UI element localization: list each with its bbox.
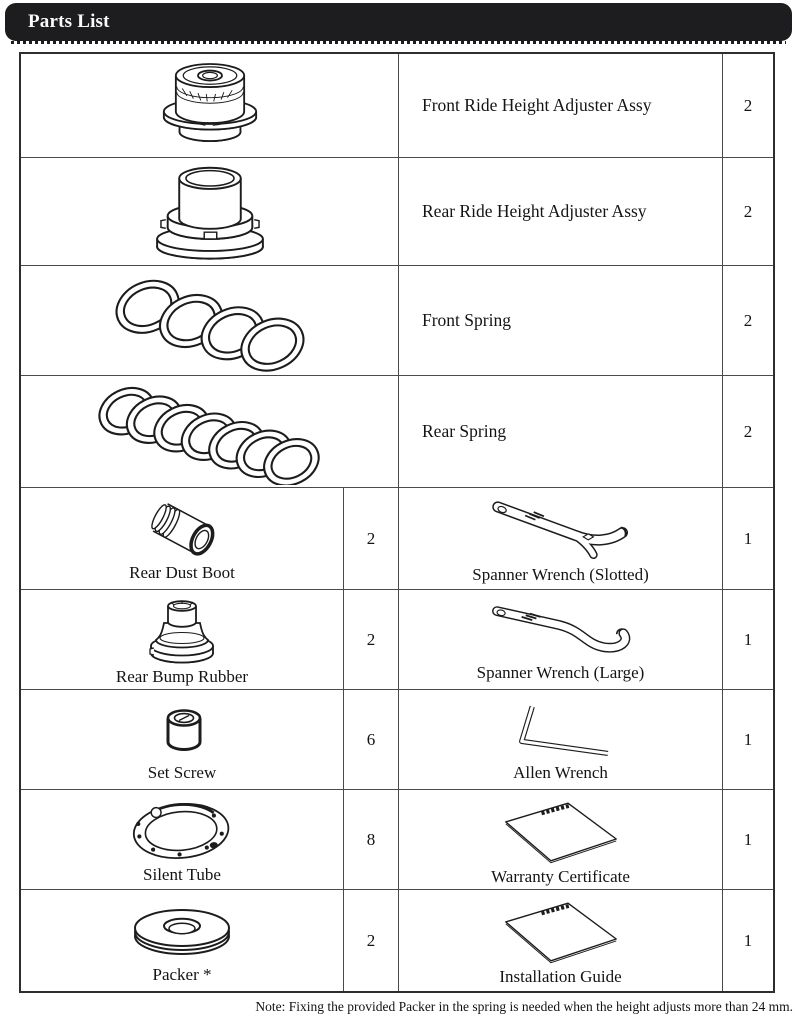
part-qty: 8 bbox=[344, 790, 399, 889]
part-name: Front Ride Height Adjuster Assy bbox=[399, 54, 723, 157]
part-cell bbox=[399, 488, 723, 589]
part-qty: 2 bbox=[743, 310, 753, 330]
part-cell bbox=[399, 890, 723, 991]
spanner-wrench-large-illustration bbox=[461, 598, 661, 662]
part-image-cell bbox=[21, 266, 399, 375]
part-image-cell bbox=[21, 376, 399, 487]
part-cell bbox=[399, 790, 723, 889]
parts-list-header bbox=[5, 3, 792, 41]
warranty-certificate-illustration bbox=[478, 797, 644, 867]
part-name: Installation Guide bbox=[499, 967, 622, 986]
part-qty: 2 bbox=[344, 590, 399, 689]
table-row bbox=[21, 590, 773, 690]
part-name: Rear Dust Boot bbox=[129, 563, 235, 583]
footnote: Note: Fixing the provided Packer in the spring is needed when the height adjusts more than 24 mm. bbox=[255, 999, 793, 1014]
part-name: Rear Bump Rubber bbox=[115, 667, 249, 686]
rear-bump-rubber-illustration bbox=[139, 597, 225, 667]
table-row bbox=[21, 376, 773, 488]
allen-wrench-illustration bbox=[487, 699, 635, 761]
part-name: Warranty Certificate bbox=[491, 867, 630, 886]
front-spring-illustration bbox=[97, 269, 323, 373]
table-row bbox=[21, 690, 773, 790]
part-name: Rear Ride Height Adjuster Assy bbox=[399, 158, 723, 265]
table-row bbox=[21, 266, 773, 376]
part-name: Allen Wrench bbox=[513, 763, 608, 783]
rear-ride-height-adjuster-illustration bbox=[142, 162, 278, 262]
part-qty: 1 bbox=[743, 829, 753, 849]
table-row bbox=[21, 54, 773, 158]
rear-spring-illustration bbox=[86, 379, 334, 485]
part-name: Spanner Wrench (Large) bbox=[476, 663, 645, 683]
part-name: Rear Spring bbox=[399, 376, 723, 487]
part-name: Packer * bbox=[152, 965, 212, 985]
part-image-cell bbox=[21, 54, 399, 157]
parts-table bbox=[19, 52, 775, 993]
part-qty: 2 bbox=[743, 201, 753, 221]
part-qty: 1 bbox=[743, 629, 753, 649]
rear-dust-boot-illustration bbox=[123, 496, 241, 562]
part-qty: 1 bbox=[743, 930, 753, 950]
installation-guide-illustration bbox=[478, 897, 644, 967]
part-cell bbox=[21, 590, 344, 689]
front-ride-height-adjuster-illustration bbox=[147, 58, 273, 154]
part-cell bbox=[21, 890, 344, 991]
part-cell bbox=[21, 690, 344, 789]
table-row bbox=[21, 890, 773, 991]
part-name: Spanner Wrench (Slotted) bbox=[472, 565, 649, 584]
part-qty: 2 bbox=[743, 421, 753, 441]
table-row bbox=[21, 488, 773, 590]
table-row bbox=[21, 158, 773, 266]
part-name: Front Spring bbox=[399, 266, 723, 375]
page-title: Parts List bbox=[28, 11, 110, 32]
part-image-cell bbox=[21, 158, 399, 265]
table-row bbox=[21, 790, 773, 890]
part-qty: 2 bbox=[743, 95, 753, 115]
part-cell bbox=[399, 690, 723, 789]
part-cell bbox=[21, 488, 344, 589]
part-name: Set Screw bbox=[147, 763, 217, 783]
set-screw-illustration bbox=[158, 704, 206, 756]
part-qty: 6 bbox=[344, 690, 399, 789]
part-qty: 1 bbox=[743, 729, 753, 749]
spanner-wrench-slotted-illustration bbox=[463, 495, 659, 565]
part-qty: 1 bbox=[743, 528, 753, 548]
packer-illustration bbox=[129, 902, 235, 960]
silent-tube-illustration bbox=[119, 797, 245, 865]
part-cell bbox=[399, 590, 723, 689]
part-cell bbox=[21, 790, 344, 889]
part-qty: 2 bbox=[344, 488, 399, 589]
part-qty: 2 bbox=[344, 890, 399, 991]
part-name: Silent Tube bbox=[143, 865, 221, 884]
